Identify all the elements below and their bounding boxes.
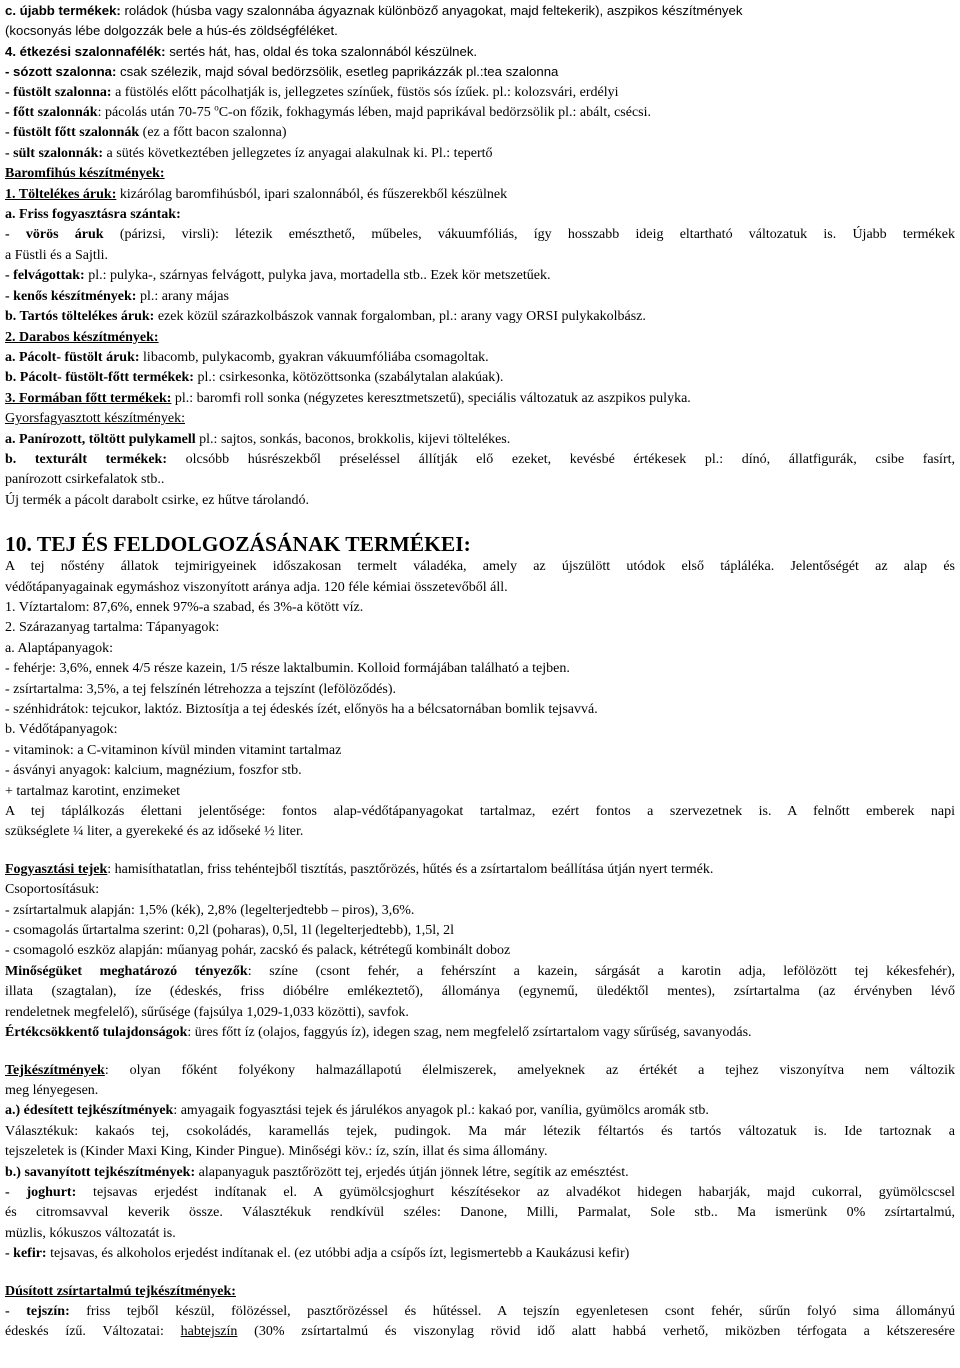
subheading xyxy=(5,1282,955,1302)
bold-term: - kenős készítmények: xyxy=(5,288,137,304)
serif-section xyxy=(5,83,955,512)
line-text: libacomb, pulykacomb, gyakran vákuumfóliába csomagoltak. xyxy=(139,349,489,365)
subheading xyxy=(5,328,955,348)
text-line xyxy=(5,1224,955,1244)
text-line xyxy=(5,741,955,761)
line-text: meg lényegesen. xyxy=(5,1082,99,1098)
text-line xyxy=(5,880,955,900)
text-line xyxy=(5,287,955,307)
subheading xyxy=(5,409,955,429)
bold-term: a. Friss fogyasztásra szántak: xyxy=(5,207,181,223)
line-text: - csomagolás űrtartalma szerint: 0,2l (poharas), 0,5l, 1l (legelterjedtebb), 1,5l, 2l xyxy=(5,923,455,939)
line-text: - vitaminok: a C-vitaminon kívül minden vitamint tartalmaz xyxy=(5,742,342,758)
line-text: C-on főzik, fokhagymás lében, majd paprikával bedörzsölik pl.: abált, csécsi. xyxy=(218,105,652,121)
text-line xyxy=(5,21,955,41)
milk-products-section xyxy=(5,1061,955,1265)
bold-term: c. újabb termékek: xyxy=(5,3,121,18)
text-line xyxy=(5,450,955,470)
text-line xyxy=(5,1142,955,1162)
spacer xyxy=(5,843,955,860)
text-line xyxy=(5,761,955,781)
text-line xyxy=(5,802,955,822)
enriched-fat-section xyxy=(5,1282,955,1343)
line-text: Választékuk: kakaós tej, csokoládés, karamellás tejek, pudingok. Ma már létezik féltartós és tartós változatuk is. Ide tartoznak a xyxy=(5,1123,955,1139)
text-line xyxy=(5,1163,955,1183)
bold-term: a.) édesített tejkészítmények xyxy=(5,1103,174,1119)
line-text: - zsírtartalma: 3,5%, a tej felszínén létrehozza a tejszínt (lefölöződés). xyxy=(5,681,397,697)
text-line xyxy=(5,598,955,618)
line-text: - ásványi anyagok: kalcium, magnézium, foszfor stb. xyxy=(5,763,302,779)
line-text: b. Védőtápanyagok: xyxy=(5,722,118,738)
line-text: a füstölés előtt pácolhatják is, jellegzetes színűek, füstös sós ízűek. pl.: kolozsvári, erdélyi xyxy=(111,84,619,100)
line-text: alapanyaguk pasztőrözött tej, erjedés útján jönnek létre, segítik az emésztést. xyxy=(195,1164,629,1180)
line-text: szükséglete ¼ liter, a gyerekeké és az időseké ½ liter. xyxy=(5,824,304,840)
line-text: rendeletnek megfelelő), sűrűsége (fajsúlya 1,029-1,033 közötti), savfok. xyxy=(5,1004,409,1020)
bold-term: - joghurt: xyxy=(5,1184,77,1200)
text-line xyxy=(5,1003,955,1023)
text-line xyxy=(5,123,955,143)
line-text: pl.: sajtos, sonkás, baconos, brokkolis, kijevi töltelékes. xyxy=(195,431,511,447)
line-text: - csomagoló eszköz alapján: műanyag pohár, zacskó és palack, kétrétegű kombinált doboz xyxy=(5,943,511,959)
line-text: tejsavas, és alkoholos erjedést indítanak el. (ez utóbbi adja a csípős ízt, legismertebb a Kaukázusi kefir) xyxy=(46,1246,630,1262)
text-line xyxy=(5,639,955,659)
text-line xyxy=(5,266,955,286)
subheading-text: 2. Darabos készítmények: xyxy=(5,329,159,345)
line-text: tejsavas erjedést indítanak el. A gyümölcsjoghurt készítésekor az alvadékot hidegen habarják, majd cukorral, gyümölcscsel xyxy=(76,1184,955,1200)
text-line xyxy=(5,680,955,700)
line-text: + tartalmaz karotint, enzimeket xyxy=(5,783,181,799)
bold-term: b.) savanyított tejkészítmények: xyxy=(5,1164,196,1180)
line-text: : hamisíthatatlan, friss tehéntejből tisztítás, pasztőrözés, hűtés és a zsírtartalom beállítása útján nyert termék. xyxy=(107,861,714,877)
subheading-text: Baromfihús készítmények: xyxy=(5,166,165,182)
bold-term: a. Pácolt- füstölt áruk: xyxy=(5,349,140,365)
text-line xyxy=(5,1081,955,1101)
text-line xyxy=(5,1302,955,1322)
line-text: és citromsavval keverik össze. Választékuk rendkívül széles: Danone, Milli, Parmalat, Sole stb.. Ma ismerünk 0% zsírtartalmú, xyxy=(5,1205,955,1221)
line-text: 2. Szárazanyag tartalma: Tápanyagok: xyxy=(5,620,220,636)
line-text: pl.: arany májas xyxy=(136,288,229,304)
bold-term: - tejszín: xyxy=(5,1303,70,1319)
text-line xyxy=(5,720,955,740)
line-text: pl.: baromfi roll sonka (négyzetes keresztmetszetű), speciális változatuk az aszpikos pulyka. xyxy=(171,390,691,406)
bold-term: a. Panírozott, töltött pulykamell xyxy=(5,431,196,447)
section-title: 10. TEJ ÉS FELDOLGOZÁSÁNAK TERMÉKEI: xyxy=(5,532,471,557)
text-line xyxy=(5,941,955,961)
text-line xyxy=(5,659,955,679)
bold-term: - sózott szalonna: xyxy=(5,64,117,80)
text-line xyxy=(5,83,955,103)
line-text: sertés hát, has, oldal és toka szalonnából készülnek. xyxy=(165,43,478,59)
bold-term: - vörös áruk xyxy=(5,227,104,243)
consumer-milk-section xyxy=(5,860,955,1044)
text-line xyxy=(5,860,955,880)
text-line xyxy=(5,368,955,388)
text-line xyxy=(5,348,955,368)
line-text: (párizsi, virsli): létezik emészthető, műbeles, vákuumfóliás, így hosszabb ideig eltartható változatuk is. Újabb termékek xyxy=(103,227,955,243)
line-text: a Füstli és a Sajtli. xyxy=(5,247,109,263)
text-line xyxy=(5,491,955,511)
text-line xyxy=(5,1122,955,1142)
text-line xyxy=(5,225,955,245)
line-text: Csoportosításuk: xyxy=(5,882,100,898)
text-line xyxy=(5,1061,955,1081)
spacer xyxy=(5,1044,955,1061)
text-line xyxy=(5,103,955,123)
text-line xyxy=(5,982,955,1002)
text-line xyxy=(5,901,955,921)
bold-term: Értékcsökkentő tulajdonságok xyxy=(5,1025,188,1041)
text-line xyxy=(5,1322,955,1342)
bold-term: - kefir: xyxy=(5,1246,47,1262)
line-text: A tej nőstény állatok tejmirigyeinek időszakosan termelt váladéka, amely az újszülött utódok első táplálékа. Jelentőségét az alap és xyxy=(5,559,955,575)
line-text: a sütés következtében jellegzetes íz anyagai alakulnak ki. Pl.: tepertő xyxy=(103,145,493,161)
bold-term: b. Tartós töltelékes áruk: xyxy=(5,309,155,325)
text-line xyxy=(5,557,955,577)
line-text: (30% zsírtartalmú és viszonylag rövid idő alatt habbá verhető, miközben térfogata a kétszeresére xyxy=(237,1324,955,1340)
line-text: tejszeletek is (Kinder Maxi King, Kinder Pingue). Minőségi köv.: íz, szín, illat és sima állomány. xyxy=(5,1144,548,1160)
text-line xyxy=(5,618,955,638)
text-line xyxy=(5,578,955,598)
line-text: kizárólag baromfihúsból, ipari szalonnából, és fűszerekből készülnek xyxy=(116,186,508,202)
line-text: Új termék a pácolt darabolt csirke, ez hűtve tárolandó. xyxy=(5,492,309,508)
text-line xyxy=(5,1203,955,1223)
text-line xyxy=(5,42,955,62)
subheading xyxy=(5,164,955,184)
bold-term: - felvágottak: xyxy=(5,268,85,284)
bold-term: Tejkészítmények xyxy=(5,1062,105,1078)
text-line xyxy=(5,1183,955,1203)
bold-term: b. texturált termékek: xyxy=(5,451,167,467)
bold-term: 3. Formában főtt termékek: xyxy=(5,390,172,406)
subheading-text: Gyorsfagyasztott készítmények: xyxy=(5,411,186,427)
line-text: : pácolás után 70-75 xyxy=(97,105,215,121)
line-text: : amyagaik fogyasztási tejek és járulékos anyagok pl.: kakaó por, vanília, gyümölcs aromák stb. xyxy=(173,1103,709,1119)
line-text: friss tejből készül, fölözéssel, pasztőrözéssel és hűtéssel. A tejszín egyenletesen csont fehér, sűrűn folyó sima állományú xyxy=(69,1303,955,1319)
bold-term: Minőségüket meghatározó tényezők xyxy=(5,963,248,979)
meat-products-section xyxy=(5,1,955,83)
text-line xyxy=(5,205,955,225)
line-text: - fehérje: 3,6%, ennek 4/5 része kazein, 1/5 része laktalbumin. Kolloid formájában található a tejben. xyxy=(5,661,570,677)
milk-section xyxy=(5,531,955,843)
line-text: : olyan főként folyékony halmazállapotú élelmiszerek, amelyeknek az értékét a tejhez viszonyítva nem változik xyxy=(104,1062,955,1078)
bold-term: 4. étkezési szalonnafélék: xyxy=(5,43,166,59)
line-text: : üres főtt íz (olajos, faggyús íz), idegen szag, nem megfelelő zsírtartalom vagy sűrűség, savanyodás. xyxy=(187,1025,752,1041)
text-line xyxy=(5,307,955,327)
line-text: pl.: csirkesonka, kötözöttsonka (szabálytalan alakúak). xyxy=(193,370,504,386)
bold-term: - sült szalonnák: xyxy=(5,145,104,161)
text-line xyxy=(5,62,955,82)
line-text: a. Alaptápanyagok: xyxy=(5,640,114,656)
text-line xyxy=(5,389,955,409)
text-line xyxy=(5,185,955,205)
text-line xyxy=(5,1023,955,1043)
line-text: - szénhidrátok: tejcukor, laktóz. Biztosítja a tej édeskés ízét, előnyös ha a bélcsatornában bomlik tejsavvá. xyxy=(5,702,598,717)
line-text: védőtápanyagainak egymáshoz viszonyított aránya adja. 120 féle kémiai összetevőből áll. xyxy=(5,579,508,595)
subheading-text: Dúsított zsírtartalmú tejkészítmények: xyxy=(5,1283,236,1299)
line-text: roládok (húsba vagy szalonnába ágyaznak különböző anyagokat, majd feltekerik), aszpikos készítmények xyxy=(120,3,743,18)
bold-term: Fogyasztási tejek xyxy=(5,861,108,877)
text-line xyxy=(5,822,955,842)
line-text: A tej táplálkozás élettani jelentősége: fontos alap-védőtápanyagokat tartalmaz, ezért fontos a szervezetnek is. A felnőtt emberek napi xyxy=(5,804,955,820)
degree-superscript: o xyxy=(214,102,219,113)
line-text: ezek közül szárazkolbászok vannak forgalomban, pl.: arany vagy ORSI pulykakolbász. xyxy=(154,309,646,325)
line-text: illata (szagtalan), íze (édeskés, friss dióbélre emlékeztető), állománya (egynemű, üledéktől mentes), zsírtartalma (az érvényben lévő xyxy=(5,984,955,1000)
line-text: pl.: pulyka-, szárnyas felvágott, pulyka java, mortadella stb.. Ezek kör metszetűek. xyxy=(84,268,551,284)
line-text: panírozott csirkefalatok stb.. xyxy=(5,472,165,488)
text-line xyxy=(5,1,955,21)
line-text: 1. Víztartalom: 87,6%, ennek 97%-a szabad, és 3%-a kötött víz. xyxy=(5,599,364,615)
line-text: müzlis, kókuszos változatát is. xyxy=(5,1225,176,1241)
line-text: (ez a főtt bacon szalonna) xyxy=(139,125,287,141)
bold-term: - főtt szalonnák xyxy=(5,105,98,121)
line-text: édeskés ízű. Változatai: xyxy=(5,1324,181,1340)
spacer xyxy=(5,511,955,531)
text-line xyxy=(5,430,955,450)
text-line xyxy=(5,1244,955,1264)
text-line xyxy=(5,1101,955,1121)
line-text: - zsírtartalmuk alapján: 1,5% (kék), 2,8% (legelterjedtebb – piros), 3,6%. xyxy=(5,902,415,918)
line-text: (kocsonyás lébe dolgozzák bele a hús-és zöldségféléket. xyxy=(5,23,338,39)
line-text: olcsóbb húsrészekből préseléssel állítják elő ezeket, kevésbé értékesek pl.: dínó, állatfigurák, csibe fasírt, xyxy=(167,451,955,467)
bold-term: b. Pácolt- füstölt-főtt termékek: xyxy=(5,370,194,386)
bold-term: - füstölt szalonna: xyxy=(5,84,112,100)
text-line xyxy=(5,962,955,982)
bold-term: 1. Töltelékes áruk: xyxy=(5,186,117,202)
spacer xyxy=(5,1265,955,1282)
text-line xyxy=(5,246,955,266)
text-line xyxy=(5,470,955,490)
line-text: : színe (csont fehér, a fehérszínt a kazein, sárgását a karotin adja, lefölözött tej kékesfehér), xyxy=(247,963,956,979)
text-line xyxy=(5,921,955,941)
text-line xyxy=(5,782,955,802)
line-text: csak szélezik, majd sóval bedörzsölik, esetleg paprikázzák pl.:tea szalonna xyxy=(116,64,559,80)
bold-term: - füstölt főtt szalonnák xyxy=(5,125,140,141)
text-line xyxy=(5,144,955,164)
text-line xyxy=(5,700,955,720)
underlined-term: habtejszín xyxy=(180,1324,238,1340)
